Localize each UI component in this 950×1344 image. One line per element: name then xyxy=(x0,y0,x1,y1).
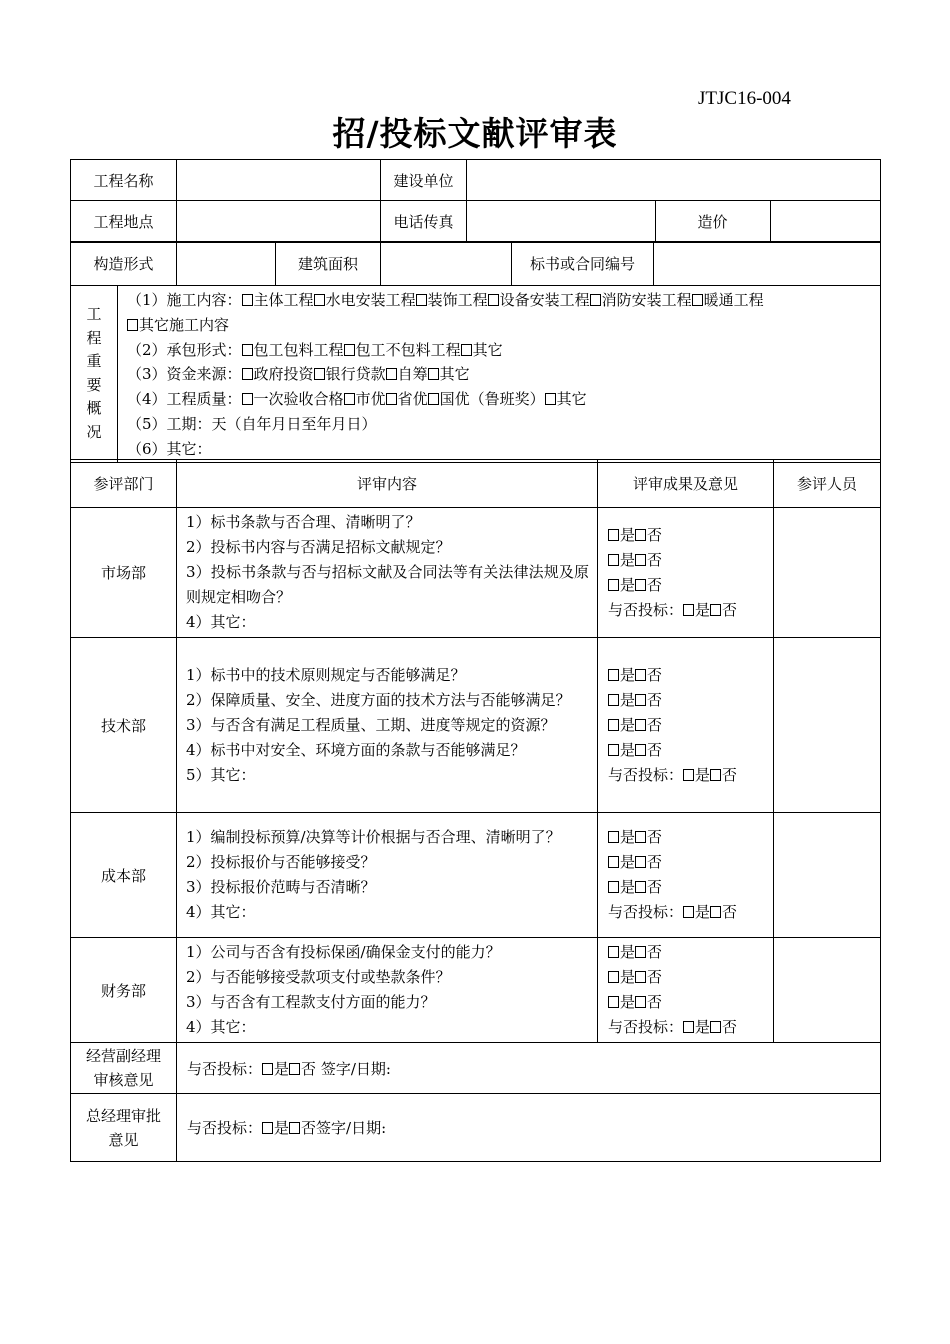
result-header: 评审成果及意见 xyxy=(598,460,774,508)
checkbox[interactable] xyxy=(488,294,499,306)
checkbox[interactable] xyxy=(683,769,694,781)
checkbox[interactable] xyxy=(635,831,646,843)
checkbox[interactable] xyxy=(683,604,694,616)
overview-table xyxy=(70,285,881,463)
checkbox[interactable] xyxy=(289,1122,300,1134)
construction-unit-field[interactable] xyxy=(467,160,881,201)
vice-gm-row xyxy=(71,1043,881,1094)
checkbox[interactable] xyxy=(710,769,721,781)
gm-sign[interactable]: 签字/日期: xyxy=(316,1119,387,1137)
contract-number-field[interactable] xyxy=(654,242,881,286)
checkbox[interactable] xyxy=(710,604,721,616)
checkbox[interactable] xyxy=(710,906,721,918)
gm-opinion: 与否投标： 是 否签字/日期: xyxy=(177,1094,881,1162)
cost-result: 是 否 是 否 是 否 与否投标： 是 否 xyxy=(598,813,774,938)
checkbox[interactable] xyxy=(428,368,439,380)
checkbox[interactable] xyxy=(608,856,619,868)
construction-unit-label: 建设单位 xyxy=(381,160,467,201)
checkbox[interactable] xyxy=(635,579,646,591)
content-header: 评审内容 xyxy=(177,460,598,508)
checkbox[interactable] xyxy=(635,529,646,541)
checkbox[interactable] xyxy=(344,344,355,356)
table-row xyxy=(71,508,881,638)
cost-label: 造价 xyxy=(655,201,770,242)
dept-market: 市场部 xyxy=(71,508,177,638)
gm-label: 总经理审批 意见 xyxy=(71,1094,177,1162)
checkbox[interactable] xyxy=(608,831,619,843)
checkbox[interactable] xyxy=(692,294,703,306)
tech-content: 1）标书中的技术原则规定与否能够满足？ 2）保障质量、安全、进度方面的技术方法与否能够满足？ 3）与否含有满足工程质量、工期、进度等规定的资源？ 4）标书中对安全、环境方面的条款与否能够满足？ 5）其它： xyxy=(177,638,598,813)
overview-line-6: （6）其它： xyxy=(127,439,212,458)
gm-row xyxy=(71,1094,881,1162)
building-area-label: 建筑面积 xyxy=(276,242,381,286)
project-name-label: 工程名称 xyxy=(71,160,177,201)
checkbox[interactable] xyxy=(608,881,619,893)
tech-reviewer-field[interactable] xyxy=(774,638,881,813)
checkbox[interactable] xyxy=(683,1021,694,1033)
phone-fax-label: 电话传真 xyxy=(381,201,467,243)
checkbox[interactable] xyxy=(635,669,646,681)
checkbox[interactable] xyxy=(608,719,619,731)
checkbox[interactable] xyxy=(635,719,646,731)
checkbox[interactable] xyxy=(635,694,646,706)
checkbox[interactable] xyxy=(635,946,646,958)
checkbox[interactable] xyxy=(242,368,253,380)
checkbox[interactable] xyxy=(608,946,619,958)
tech-result: 是 否 是 否 是 否 是 否 与否投标： 是 否 xyxy=(598,638,774,813)
checkbox[interactable] xyxy=(608,971,619,983)
checkbox[interactable] xyxy=(386,393,397,405)
overview-line-3: （3）资金来源： 政府投资 银行贷款 自筹 其它 xyxy=(127,365,470,384)
table-row xyxy=(71,813,881,938)
dept-finance: 财务部 xyxy=(71,938,177,1043)
market-reviewer-field[interactable] xyxy=(774,508,881,638)
checkbox[interactable] xyxy=(289,1063,300,1075)
checkbox[interactable] xyxy=(314,368,325,380)
contract-number-label: 标书或合同编号 xyxy=(512,242,654,286)
checkbox[interactable] xyxy=(635,881,646,893)
header-table-bottom xyxy=(70,241,881,286)
finance-result: 是 否 是 否 是 否 与否投标： 是 否 xyxy=(598,938,774,1043)
overview-label: 工 程 重 要 概 况 xyxy=(71,286,118,463)
checkbox[interactable] xyxy=(590,294,601,306)
vice-gm-label: 经营副经理 审核意见 xyxy=(71,1043,177,1094)
finance-content: 1）公司与否含有投标保函/确保金支付的能力？ 2）与否能够接受款项支付或垫款条件？ 3）与否含有工程款支付方面的能力？ 4）其它： xyxy=(177,938,598,1043)
checkbox[interactable] xyxy=(608,996,619,1008)
document-code: JTJC16-004 xyxy=(698,88,791,109)
dept-tech: 技术部 xyxy=(71,638,177,813)
overview-line-2: （2）承包形式： 包工包料工程 包工不包料工程 其它 xyxy=(127,340,503,359)
checkbox[interactable] xyxy=(710,1021,721,1033)
checkbox[interactable] xyxy=(262,1063,273,1075)
checkbox[interactable] xyxy=(608,694,619,706)
checkbox[interactable] xyxy=(635,554,646,566)
review-header-row xyxy=(71,460,881,508)
checkbox[interactable] xyxy=(683,906,694,918)
checkbox[interactable] xyxy=(262,1122,273,1134)
checkbox[interactable] xyxy=(461,344,472,356)
header-table-top xyxy=(70,159,881,243)
cost-field[interactable] xyxy=(770,201,880,242)
checkbox[interactable] xyxy=(127,319,138,331)
checkbox[interactable] xyxy=(242,294,253,306)
table-row xyxy=(71,638,881,813)
structure-form-label: 构造形式 xyxy=(71,242,177,286)
overview-line-1: （1）施工内容： 主体工程 水电安装工程 装饰工程 设备安装工程 消防安装工程 暖通工程 xyxy=(127,291,764,309)
checkbox[interactable] xyxy=(635,744,646,756)
checkbox[interactable] xyxy=(635,996,646,1008)
vice-gm-opinion: 与否投标： 是 否 签字/日期: xyxy=(177,1043,881,1094)
checkbox[interactable] xyxy=(344,393,355,405)
checkbox[interactable] xyxy=(242,344,253,356)
overview-content xyxy=(118,286,881,463)
checkbox[interactable] xyxy=(608,529,619,541)
project-location-label: 工程地点 xyxy=(71,201,177,243)
checkbox[interactable] xyxy=(416,294,427,306)
review-table xyxy=(70,459,881,1162)
checkbox[interactable] xyxy=(428,393,439,405)
vice-gm-sign[interactable]: 签字/日期: xyxy=(320,1059,391,1078)
dept-cost: 成本部 xyxy=(71,813,177,938)
finance-reviewer-field[interactable] xyxy=(774,938,881,1043)
reviewer-header: 参评人员 xyxy=(774,460,881,508)
overview-line-1b: 其它施工内容 xyxy=(127,313,872,338)
cost-content: 1）编制投标预算/决算等计价根据与否合理、清晰明了？ 2）投标报价与否能够接受？ 3）投标报价范畴与否清晰？ 4）其它： xyxy=(177,813,598,938)
checkbox[interactable] xyxy=(314,294,325,306)
project-location-field[interactable] xyxy=(177,201,381,243)
building-area-field[interactable] xyxy=(381,242,512,286)
checkbox[interactable] xyxy=(608,744,619,756)
checkbox[interactable] xyxy=(635,856,646,868)
checkbox[interactable] xyxy=(608,579,619,591)
checkbox[interactable] xyxy=(608,554,619,566)
dept-header: 参评部门 xyxy=(71,460,177,508)
overview-line-5: （5）工期：天（自年月日至年月日） xyxy=(127,414,377,433)
document-title: 招/投标文献评审表 xyxy=(332,114,618,153)
overview-line-4: （4）工程质量： 一次验收合格 市优 省优 国优（鲁班奖） 其它 xyxy=(127,390,587,409)
checkbox[interactable] xyxy=(635,971,646,983)
checkbox[interactable] xyxy=(386,368,397,380)
project-name-field[interactable] xyxy=(177,160,381,201)
checkbox[interactable] xyxy=(608,669,619,681)
structure-form-field[interactable] xyxy=(177,242,276,286)
market-content: 1）标书条款与否合理、清晰明了？ 2）投标书内容与否满足招标文献规定？ 3）投标书条款与否与招标文献及合同法等有关法律法规及原则规定相吻合？ 4）其它： xyxy=(177,508,598,638)
phone-fax-field[interactable] xyxy=(467,201,655,242)
market-result: 是 否 是 否 是 否 与否投标： 是 否 xyxy=(598,508,774,638)
table-row xyxy=(71,938,881,1043)
checkbox[interactable] xyxy=(545,393,556,405)
checkbox[interactable] xyxy=(242,393,253,405)
cost-reviewer-field[interactable] xyxy=(774,813,881,938)
